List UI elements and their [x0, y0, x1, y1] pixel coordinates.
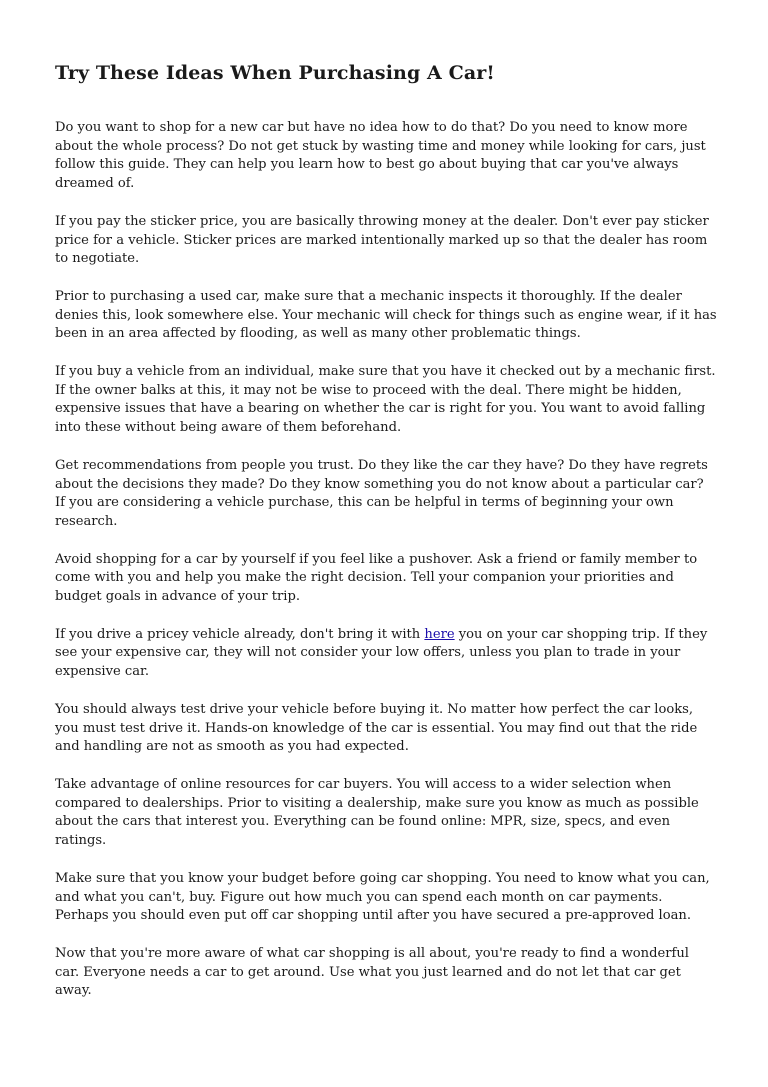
paragraph-text-after-link: you on your car shopping trip. If they see your expensive car, they will not consider your low offers, unless you plan to trade in your expensive car.	[55, 626, 708, 680]
paragraph-sticker-price: If you pay the sticker price, you are basically throwing money at the dealer. Don't ever pay sticker price for a vehicle. Sticker prices are marked intentionally marked up so that the dealer has room to negotiate.	[55, 213, 709, 267]
paragraph-individual-seller: If you buy a vehicle from an individual, make sure that you have it checked out by a mechanic first. If the owner balks at this, it may not be wise to proceed with the deal. There might be hidden, expensive issues that have a bearing on whether the car is right for you. You want to avoid falling into these without being aware of them beforehand.	[55, 364, 716, 436]
paragraph-budget: Make sure that you know your budget before going car shopping. You need to know what you can, and what you can't, buy. Figure out how much you can spend each month on car payments. Perhaps you should even put off car shopping until after you have secured a pre-approved loan.	[55, 870, 710, 924]
document-page	[55, 58, 717, 1020]
paragraph-shopping-companion: Avoid shopping for a car by yourself if you feel like a pushover. Ask a friend or family member to come with you and help you make the right decision. Tell your companion your priorities and budget goals in advance of your trip.	[55, 551, 698, 605]
paragraph-pricey-vehicle	[55, 626, 717, 682]
paragraph-mechanic-inspection: Prior to purchasing a used car, make sure that a mechanic inspects it thoroughly. If the dealer denies this, look somewhere else. Your mechanic will check for things such as engine wear, if it has been in an area affected by flooding, as well as many other problematic things.	[55, 288, 717, 342]
document-title: Try These Ideas When Purchasing A Car!	[55, 62, 495, 84]
paragraph-conclusion: Now that you're more aware of what car shopping is all about, you're ready to find a wonderful car. Everyone needs a car to get around. Use what you just learned and do not let that car get away.	[55, 945, 689, 999]
paragraph-test-drive: You should always test drive your vehicle before buying it. No matter how perfect the car looks, you must test drive it. Hands-on knowledge of the car is essential. You may find out that the ride and handling are not as smooth as you had expected.	[55, 701, 698, 755]
paragraph-text-before-link: If you drive a pricey vehicle already, don't bring it with	[55, 626, 425, 642]
here-link[interactable]: here	[424, 626, 455, 642]
paragraph-recommendations: Get recommendations from people you trust. Do they like the car they have? Do they have regrets about the decisions they made? Do they know something you do not know about a particular car? If you are considering a vehicle purchase, this can be helpful in terms of beginning your own research.	[55, 457, 708, 529]
paragraph-intro: Do you want to shop for a new car but have no idea how to do that? Do you need to know more about the whole process? Do not get stuck by wasting time and money while looking for cars, just follow this guide. They can help you learn how to best go about buying that car you've always dreamed of.	[55, 120, 706, 192]
paragraph-online-resources: Take advantage of online resources for car buyers. You will access to a wider selection when compared to dealerships. Prior to visiting a dealership, make sure you know as much as possible about the cars that interest you. Everything can be found online: MPR, size, specs, and even ratings.	[55, 776, 699, 849]
